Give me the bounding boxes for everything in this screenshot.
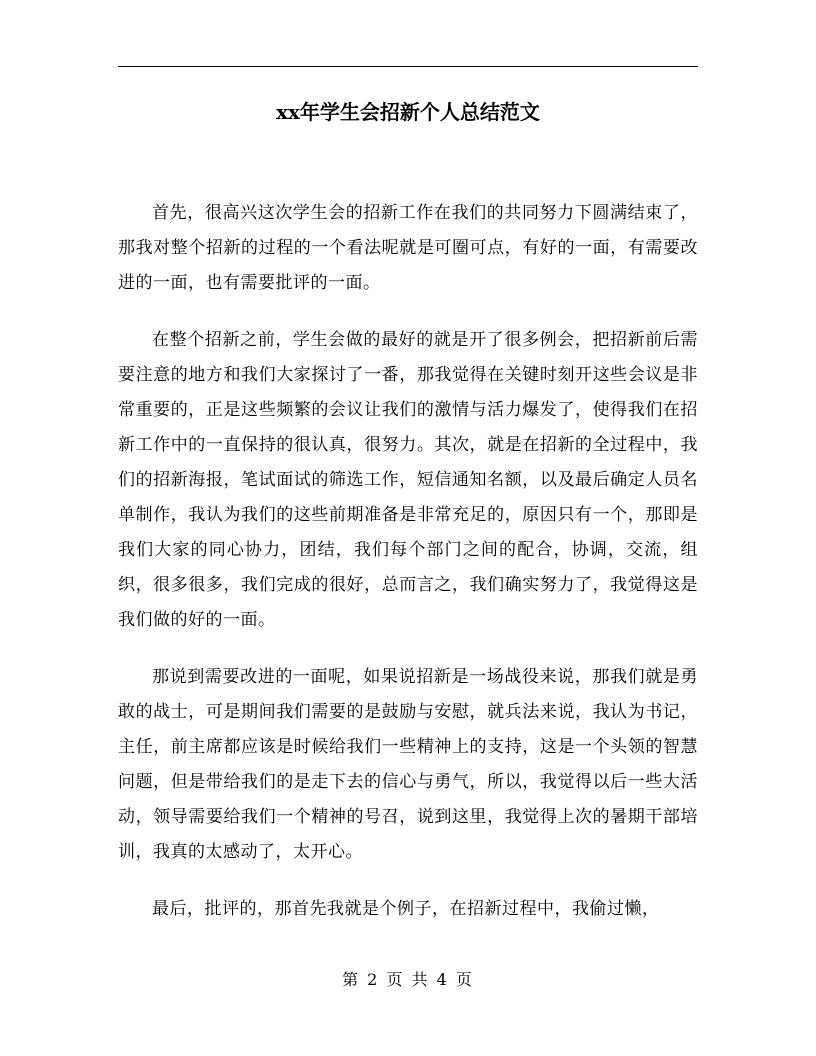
- header-rule: [118, 66, 698, 67]
- page-number-footer: 第 2 页 共 4 页: [342, 970, 474, 989]
- document-title: xx年学生会招新个人总结范文: [276, 100, 540, 124]
- paragraph-1: 首先，很高兴这次学生会的招新工作在我们的共同努力下圆满结束了，那我对整个招新的过程的一个看法呢就是可圈可点，有好的一面，有需要改进的一面，也有需要批评的一面。: [118, 203, 698, 293]
- document-body: [118, 196, 698, 949]
- paragraph-2: 在整个招新之前，学生会做的最好的就是开了很多例会，把招新前后需要注意的地方和我们大家探讨了一番，那我觉得在关键时刻开这些会议是非常重要的，正是这些频繁的会议让我们的激情与活力爆发了，使得我们在招新工作中的一直保持的很认真，很努力。其次，就是在招新的全过程中，我们的招新海报，笔试面试的筛选工作，短信通知名额，以及最后确定人员名单制作，我认为我们的这些前期准备是非常充足的，原因只有一个，那即是我们大家的同心协力，团结，我们每个部门之间的配合，协调，交流，组织，很多很多，我们完成的很好，总而言之，我们确实努力了，我觉得这是我们做的好的一面。: [118, 330, 698, 630]
- paragraph-3: 那说到需要改进的一面呢，如果说招新是一场战役来说，那我们就是勇敢的战士，可是期间我们需要的是鼓励与安慰，就兵法来说，我认为书记，主任，前主席都应该是时候给我们一些精神上的支持，这是一个头领的智慧问题，但是带给我们的是走下去的信心与勇气，所以，我觉得以后一些大活动，领导需要给我们一个精神的号召，说到这里，我觉得上次的暑期干部培训，我真的太感动了，太开心。: [118, 667, 698, 862]
- paragraph-4: 最后，批评的，那首先我就是个例子，在招新过程中，我偷过懒，: [152, 899, 660, 919]
